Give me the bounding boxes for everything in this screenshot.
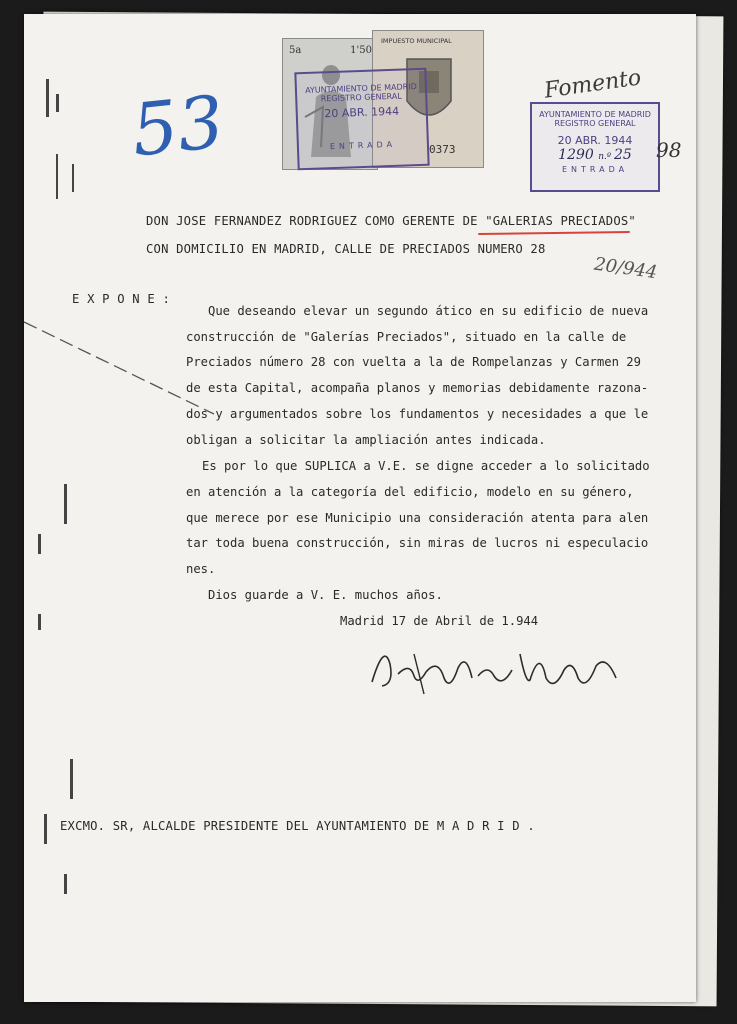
registry-stamp: AYUNTAMIENTO DE MADRID REGISTRO GENERAL 20 ABR. 1944 1290 n.º 25 ENTRADA [530,102,660,192]
body-line: construcción de "Galerías Preciados", situado en la calle de [186,330,627,344]
registry-number: 1290 [558,147,594,163]
punch-mark [64,484,67,524]
tax-stamp-class: 5a [289,45,302,56]
punch-mark [44,814,47,844]
addressee: EXCMO. SR, ALCALDE PRESIDENTE DEL AYUNTAMIENTO DE M A D R I D . [60,819,535,833]
registry-stamp-small: AYUNTAMIENTO DE MADRID REGISTRO GENERAL 20 ABR. 1944 ENTRADA [294,68,429,171]
body-line: obligan a solicitar la ampliación antes indicada. [186,433,546,447]
suplica-line: en atención a la categoría del edificio, modelo en su género, [186,485,634,499]
suplica-line: tar toda buena construcción, sin miras de lucros ni especulacio [186,536,649,550]
body-line: Preciados número 28 con vuelta a la de Rompelanzas y Carmen 29 [186,355,641,369]
punch-mark [38,614,41,630]
tax-stamp-number: 0373 [429,143,456,156]
header-line-2: CON DOMICILIO EN MADRID, CALLE DE PRECIADOS NUMERO 28 [146,242,546,256]
punch-mark [72,164,74,192]
punch-mark [56,94,59,112]
signature [354,634,634,704]
company-underline [478,231,630,235]
punch-mark [70,759,73,799]
closing-line: Dios guarde a V. E. muchos años. [208,588,443,602]
date-line: Madrid 17 de Abril de 1.944 [340,614,539,628]
body-line: Que deseando elevar un segundo ático en su edificio de nueva [208,304,649,318]
tax-stamp-value: 1'50 [350,45,372,56]
header-line-1: DON JOSE FERNANDEZ RODRIGUEZ COMO GERENTE DE "GALERIAS PRECIADOS" [146,214,636,228]
suplica-line: que merece por ese Municipio una consideración atenta para alen [186,511,649,525]
punch-mark [64,874,67,894]
suplica-line: nes. [186,562,216,576]
punch-mark [38,534,41,554]
company-name: "GALERIAS PRECIADOS" [485,214,636,228]
punch-mark [46,79,49,117]
suplica-line: Es por lo que SUPLICA a V.E. se digne acceder a lo solicitado [202,459,650,473]
department-handwritten: Fomento [542,65,643,104]
registry-extra-number: 98 [656,138,682,162]
registry-stamp-date: 20 ABR. 1944 [557,134,633,147]
registry-number-suffix: 25 [614,147,632,163]
pencil-reference: 20/944 [592,253,659,284]
expone-label: E X P O N E : [72,292,170,306]
body-line: dos y argumentados sobre los fundamentos y necesidades a que le [186,407,649,421]
body-line: de esta Capital, acompaña planos y memorias debidamente razona- [186,381,649,395]
document-page [24,14,696,1002]
punch-mark [56,154,58,199]
file-number-handwritten: 53 [127,79,228,173]
tax-stamp-title: IMPUESTO MUNICIPAL [381,37,452,45]
